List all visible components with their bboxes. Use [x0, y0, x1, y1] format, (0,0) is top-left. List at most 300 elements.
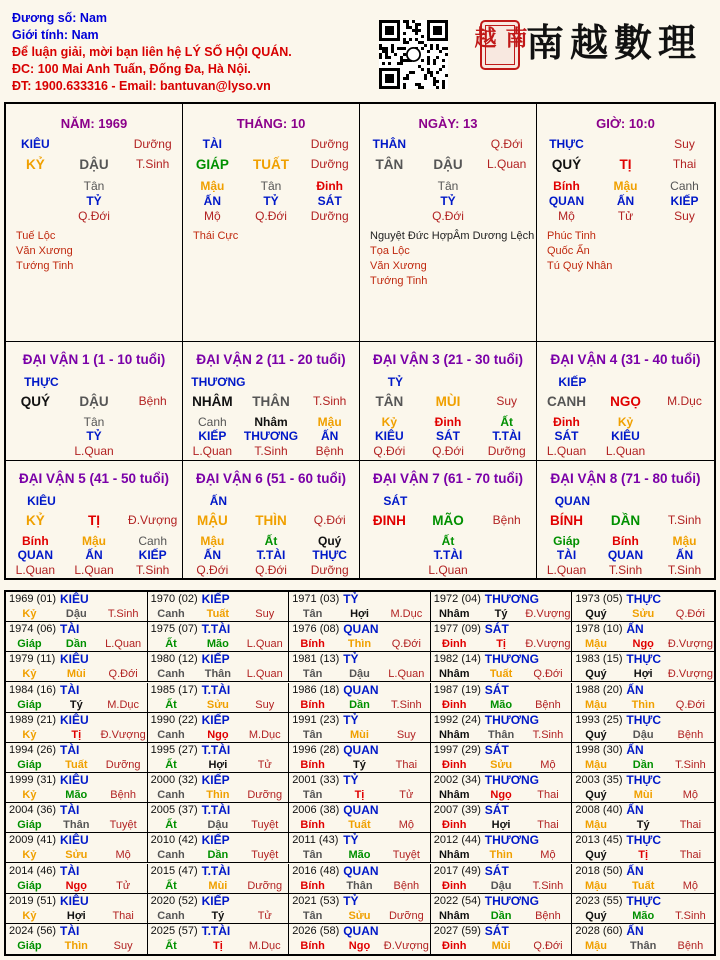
year-branch: Thìn: [347, 638, 372, 651]
year-stage: Bệnh: [393, 879, 420, 892]
year-branch: Tị: [354, 789, 365, 801]
year-god: KIÊU: [60, 592, 89, 606]
year-stage: Tử: [257, 909, 272, 922]
dai-van-title: ĐẠI VẬN 2 (11 - 20 tuổi): [196, 352, 346, 367]
year-branch: Mùi: [350, 728, 369, 741]
year-branch: Thìn: [631, 698, 655, 711]
heavenly-stem: TÂN: [375, 157, 404, 172]
dai-van-hgod: KIẾP: [138, 548, 167, 562]
year-god: TỶ: [343, 833, 359, 848]
pillar-hidden: [360, 179, 419, 193]
dai-van-rel: L.Quan: [546, 444, 587, 458]
year-label: 2027 (59): [433, 924, 481, 937]
year-branch: Tý: [636, 819, 650, 832]
dai-van-hidden: Đinh: [553, 415, 580, 429]
year-cell: [289, 683, 431, 713]
year-god: ẤN: [626, 682, 644, 697]
pillar-hidden: [123, 179, 182, 193]
dai-van-hidden: [123, 415, 182, 429]
dai-van-title: ĐẠI VẬN 8 (71 - 80 tuổi): [550, 471, 701, 486]
dai-van-hidden: Mậu: [672, 534, 697, 548]
dai-van-hgod: ẤN: [675, 548, 694, 562]
year-label: 2008 (40): [575, 804, 623, 817]
dai-van-hidden: [655, 415, 714, 429]
year-god: KIẾP: [201, 893, 230, 908]
pillar-god: THÂN: [372, 137, 406, 151]
year-branch: Thìn: [64, 939, 88, 952]
year-stage: T.Sinh: [391, 698, 422, 711]
dai-van-hgod: [6, 429, 65, 443]
dai-van-hgod: [123, 429, 182, 443]
year-stem: Mậu: [584, 879, 607, 892]
dai-van-hgod: THỰC: [312, 548, 347, 562]
year-branch: Ngọ: [632, 638, 654, 651]
dai-van-title: ĐẠI VẬN 3 (21 - 30 tuổi): [372, 352, 524, 367]
dai-van-3: [360, 342, 537, 461]
pillar-god: Dưỡng: [310, 137, 349, 151]
year-stem: Đinh: [442, 638, 467, 651]
year-god: THƯƠNG: [484, 712, 539, 727]
pillar-rel: Q.Đới: [432, 209, 464, 223]
dai-van-god: THƯƠNG: [191, 375, 246, 389]
dai-van-rel: L.Quan: [192, 444, 233, 458]
year-branch: Dần: [65, 638, 87, 651]
year-stem: Giáp: [17, 879, 42, 892]
year-label: 1998 (30): [575, 743, 623, 756]
year-label: 1983 (15): [575, 653, 623, 666]
dai-van-god: SÁT: [383, 494, 408, 508]
year-branch: Sửu: [632, 608, 655, 620]
year-branch: Ngọ: [65, 879, 87, 892]
life-stage: T.Sinh: [313, 394, 347, 408]
dai-van-hidden: Mậu: [200, 534, 225, 548]
year-label: 2002 (34): [433, 774, 481, 786]
pillar-hidden: Tân: [83, 179, 105, 193]
dai-van-hidden: Canh: [197, 415, 227, 429]
earthly-branch: THÌN: [255, 513, 287, 528]
year-stage: L.Quan: [246, 638, 283, 651]
dai-van-hgod: [655, 429, 714, 443]
year-stem: Kỷ: [22, 849, 37, 862]
year-stage: Suy: [255, 608, 275, 620]
year-branch: Mão: [632, 909, 655, 922]
year-branch: Tý: [211, 909, 225, 922]
heavenly-stem: QUÝ: [20, 394, 50, 409]
year-stem: Mậu: [584, 939, 607, 952]
year-stem: Quý: [585, 849, 607, 862]
year-stem: Quý: [585, 608, 607, 620]
year-stage: T.Sinh: [532, 879, 564, 892]
year-god: SÁT: [484, 682, 509, 697]
year-cell: [6, 622, 148, 652]
year-god: THỰC: [626, 833, 662, 848]
year-stage: Đ.Vượng: [667, 668, 713, 681]
life-stage: Bệnh: [138, 394, 167, 408]
gioi-tinh: Giới tính: Nam: [12, 28, 99, 42]
dai-van-hidden: Mậu: [317, 415, 342, 429]
dai-van-1: [6, 342, 183, 461]
pillar-god: TÀI: [202, 137, 222, 151]
year-stage: Tử: [116, 879, 131, 892]
year-stem: Nhâm: [438, 728, 470, 741]
pillar-god: [123, 194, 182, 208]
dai-van-god: ẤN: [209, 494, 228, 508]
year-stem: Ất: [165, 879, 177, 892]
year-stem: Bính: [300, 819, 325, 832]
year-stem: Giáp: [17, 758, 42, 771]
dai-van-rel: [123, 444, 182, 458]
heavenly-stem: CANH: [547, 394, 586, 409]
year-stem: Giáp: [17, 698, 42, 711]
year-cell: [572, 864, 714, 894]
dai-van-hgod: ẤN: [85, 548, 103, 562]
year-label: 2014 (46): [9, 864, 57, 877]
year-stage: Tuyệt: [251, 819, 279, 832]
year-cell: [431, 864, 573, 894]
year-label: 2005 (37): [150, 804, 198, 817]
earthly-branch: TỊ: [88, 513, 100, 528]
brand-logo: 南越數理: [526, 20, 703, 65]
year-god: SÁT: [484, 803, 509, 818]
year-stage: Dưỡng: [105, 758, 141, 771]
dai-van-hgod: KIÊU: [611, 429, 640, 443]
heavenly-stem: ĐINH: [372, 513, 406, 528]
year-stem: Quý: [585, 789, 607, 801]
year-stem: Tân: [302, 909, 323, 922]
year-branch: Dậu: [490, 879, 512, 892]
year-cell: [431, 894, 573, 924]
year-stem: Ất: [165, 698, 177, 711]
year-branch: Mùi: [208, 879, 228, 892]
year-branch: Tý: [69, 698, 83, 711]
year-label: 2028 (60): [575, 924, 623, 937]
year-stem: Kỷ: [22, 789, 37, 801]
year-stem: Nhâm: [438, 608, 470, 620]
year-label: 1971 (03): [292, 593, 340, 605]
year-cell: [431, 773, 573, 803]
year-stage: L.Quan: [105, 638, 142, 651]
year-branch: Dần: [490, 909, 512, 922]
year-label: 2007 (39): [433, 804, 481, 817]
year-god: KIÊU: [60, 652, 89, 667]
year-label: 2012 (44): [433, 834, 481, 847]
year-branch: Tý: [353, 758, 366, 771]
year-branch: Hợi: [350, 608, 369, 620]
dai-van-hidden: Ất: [500, 415, 514, 429]
life-stage: Đ.Vượng: [128, 513, 178, 527]
dai-van-hidden: [360, 534, 419, 548]
year-label: 1982 (14): [433, 653, 481, 666]
year-stage: Thai: [112, 909, 134, 922]
year-cell: [148, 803, 290, 833]
dai-van-rel: L.Quan: [15, 563, 56, 577]
dai-van-rel: T.Sinh: [667, 563, 702, 577]
year-label: 2023 (55): [575, 894, 623, 907]
dai-van-hgod: TÀI: [556, 548, 577, 562]
year-label: 2017 (49): [433, 864, 481, 877]
year-stem: Tân: [302, 728, 323, 741]
year-branch: Mão: [65, 789, 88, 801]
year-branch: Thân: [204, 668, 232, 681]
year-stem: Canh: [157, 909, 185, 922]
year-label: 2025 (57): [150, 924, 198, 937]
dai-van-hgod: QUAN: [607, 548, 644, 562]
year-branch: Tuất: [631, 879, 655, 892]
year-stem: Tân: [302, 789, 323, 801]
year-god: ẤN: [626, 742, 644, 757]
year-label: 2015 (47): [150, 864, 198, 877]
year-god: T.TÀI: [201, 682, 231, 697]
pillar-god: [596, 137, 655, 151]
dai-van-rel: [655, 444, 714, 458]
pillar-title: NGÀY: 13: [418, 116, 478, 131]
dai-van-hidden: Quý: [318, 534, 342, 548]
year-god: T.TÀI: [201, 803, 231, 818]
dai-van-4: [537, 342, 714, 461]
year-god: TỶ: [343, 893, 359, 908]
dai-van-hidden: Giáp: [553, 534, 580, 548]
year-stem: Nhâm: [438, 909, 470, 922]
year-god: KIÊU: [60, 773, 89, 787]
year-branch: Mão: [348, 849, 371, 862]
dai-van-rel: T.Sinh: [254, 444, 288, 458]
year-stage: M.Dục: [390, 608, 423, 620]
year-branch: Tý: [494, 608, 508, 620]
dai-van-rel: Q.Đới: [255, 563, 287, 577]
year-stem: Đinh: [442, 939, 467, 952]
year-branch: Ngọ: [348, 939, 371, 952]
dai-van-title: ĐẠI VẬN 1 (1 - 10 tuổi): [22, 352, 166, 367]
life-stage: T.Sinh: [136, 157, 170, 171]
year-stage: Đ.Vượng: [100, 728, 146, 741]
year-cell: [431, 622, 573, 652]
year-cell: [6, 803, 148, 833]
year-stage: Bệnh: [677, 939, 704, 952]
year-stage: Mộ: [682, 879, 699, 892]
dai-van-rel: T.Sinh: [136, 563, 170, 577]
year-label: 1975 (07): [150, 623, 198, 636]
qr-code-icon[interactable]: [379, 20, 448, 89]
earthly-branch: MÃO: [432, 513, 464, 528]
year-stem: Giáp: [17, 638, 42, 651]
year-stage: L.Quan: [246, 668, 283, 681]
year-god: TÀI: [60, 923, 80, 938]
year-stem: Nhâm: [438, 849, 470, 862]
year-cell: [148, 713, 290, 743]
year-branch: Hợi: [633, 668, 653, 681]
dai-van-rel: L.Quan: [74, 444, 114, 458]
year-god: KIÊU: [60, 833, 89, 848]
year-branch: Mùi: [66, 668, 86, 681]
year-stage: Mộ: [682, 789, 699, 801]
dai-van-hgod: SÁT: [554, 429, 579, 443]
year-cell: [572, 773, 714, 803]
year-stem: Quý: [585, 668, 607, 681]
dai-van-hidden: Bính: [612, 534, 639, 548]
year-stage: Dưỡng: [247, 789, 283, 801]
pillar-god: [360, 194, 419, 208]
seal-icon: 南越: [480, 20, 520, 70]
year-stage: Mộ: [115, 849, 131, 862]
dai-van-god: THỰC: [24, 375, 59, 389]
star-note: Thái Cực: [193, 230, 239, 242]
pillar-god: THỰC: [549, 137, 584, 151]
year-branch: Thân: [630, 939, 657, 952]
year-label: 1985 (17): [150, 683, 198, 696]
pillar-god: [6, 194, 65, 208]
year-cell: [431, 803, 573, 833]
dai-van-rel: Dưỡng: [310, 563, 349, 577]
pillar-god: TỶ: [86, 194, 102, 208]
year-stem: Kỷ: [22, 668, 37, 681]
pillar-rel: Tử: [617, 209, 634, 223]
year-god: TỶ: [343, 773, 359, 787]
dai-van-rel: [477, 563, 536, 577]
heavenly-stem: BÍNH: [550, 513, 583, 528]
pillar-rel: [477, 209, 536, 223]
year-label: 2001 (33): [292, 774, 340, 786]
year-stage: T.Sinh: [675, 758, 706, 771]
star-note: Phúc Tinh: [547, 230, 596, 242]
dai-van-rel: [360, 563, 419, 577]
dai-van-rel: Bệnh: [315, 444, 344, 458]
dai-van-5: [6, 461, 183, 580]
star-note: Văn Xương: [16, 245, 73, 257]
star-note: Tướng Tinh: [370, 275, 428, 287]
life-stage: Dưỡng: [310, 157, 349, 171]
year-stage: Q.Đới: [108, 668, 138, 681]
year-cell: [572, 622, 714, 652]
year-stem: Tân: [302, 608, 323, 620]
year-label: 1992 (24): [433, 713, 481, 726]
dai-van-hidden: [6, 415, 65, 429]
dai-van-rel: L.Quan: [74, 563, 114, 577]
heavenly-stem: KỶ: [25, 157, 45, 172]
pillar-3: [360, 104, 537, 342]
pillar-hidden: Tân: [260, 179, 282, 193]
pillar-rel: Suy: [674, 209, 695, 223]
year-stage: Q.Đới: [533, 939, 563, 952]
year-cell: [289, 652, 431, 682]
year-god: T.TÀI: [201, 742, 231, 757]
pillar-hidden: Canh: [670, 179, 699, 193]
year-stem: Bính: [300, 939, 325, 952]
year-god: THƯƠNG: [484, 592, 539, 606]
year-cell: [148, 833, 290, 863]
year-branch: Sửu: [490, 758, 513, 771]
year-stage: Suy: [113, 939, 133, 952]
year-branch: Tị: [638, 849, 649, 862]
pillar-rel: Mộ: [204, 209, 221, 223]
year-stage: T.Sinh: [107, 608, 139, 620]
year-god: THỰC: [626, 893, 662, 908]
year-cell: [148, 864, 290, 894]
year-stage: Dưỡng: [388, 909, 424, 922]
year-god: KIẾP: [201, 773, 230, 787]
year-god: TỶ: [343, 592, 359, 606]
year-stem: Bính: [300, 758, 325, 771]
year-god: QUAN: [343, 923, 379, 938]
year-stage: Bệnh: [535, 909, 561, 922]
life-stage: Suy: [496, 394, 518, 408]
year-branch: Dần: [349, 698, 370, 711]
year-label: 1970 (02): [150, 593, 198, 605]
year-branch: Thân: [487, 728, 515, 741]
year-branch: Ngọ: [207, 728, 229, 741]
year-cell: [148, 924, 290, 954]
year-god: THƯƠNG: [484, 773, 539, 787]
year-branch: Ngọ: [490, 789, 512, 801]
dai-van-hidden: Kỷ: [617, 415, 634, 429]
star-note: Nguyệt Đức HợpÂm Dương Lệch: [370, 230, 535, 242]
year-branch: Tuất: [489, 668, 513, 681]
dai-van-hgod: TỶ: [86, 429, 102, 443]
pillar-hidden: Đinh: [316, 179, 344, 193]
dai-van-hgod: [477, 548, 536, 562]
dai-van-hidden: Ất: [441, 534, 455, 548]
year-branch: Sửu: [65, 849, 88, 862]
year-stage: Mộ: [398, 819, 414, 832]
year-label: 1995 (27): [150, 743, 198, 756]
pillar-1: [6, 104, 183, 342]
year-stem: Canh: [157, 849, 185, 862]
year-god: KIẾP: [201, 833, 230, 848]
year-stem: Canh: [157, 608, 185, 620]
pillar-rel: Dưỡng: [310, 209, 349, 223]
year-branch: Mùi: [491, 939, 511, 952]
star-note: Quốc Ấn: [547, 245, 590, 257]
year-label: 1990 (22): [150, 713, 198, 726]
dai-van-title: ĐẠI VẬN 5 (41 - 50 tuổi): [18, 471, 170, 486]
year-cell: [431, 743, 573, 773]
earthly-branch: NGỌ: [610, 394, 641, 409]
dai-van-god: QUAN: [554, 494, 591, 508]
year-cell: [572, 713, 714, 743]
year-label: 2000 (32): [150, 774, 198, 786]
pillar-god: Dưỡng: [133, 137, 172, 151]
pillar-god: ẤN: [616, 194, 635, 208]
year-cell: [6, 743, 148, 773]
year-stem: Bính: [300, 698, 325, 711]
year-branch: Thìn: [206, 789, 230, 801]
life-stage: T.Sinh: [667, 513, 702, 527]
dai-van-hidden: Bính: [22, 534, 49, 548]
year-label: 1988 (20): [575, 683, 623, 696]
dai-van-rel: L.Quan: [605, 444, 646, 458]
heavenly-stem: NHÂM: [192, 394, 233, 409]
year-stem: Kỷ: [22, 909, 37, 922]
pillar-rel: Mộ: [558, 209, 575, 223]
year-cell: [289, 773, 431, 803]
year-stage: Thai: [679, 819, 702, 832]
year-cell: [148, 773, 290, 803]
year-stem: Quý: [585, 728, 607, 741]
year-god: KIẾP: [201, 712, 230, 727]
year-stage: Bệnh: [535, 698, 561, 711]
header-info: [12, 10, 292, 95]
year-stage: Tuyệt: [392, 849, 420, 862]
year-cell: [6, 652, 148, 682]
year-stage: Bệnh: [677, 728, 704, 741]
year-stem: Kỷ: [22, 608, 37, 620]
year-stage: T.Sinh: [675, 909, 706, 922]
pillar-god: TỶ: [263, 194, 279, 208]
dai-van-hgod: [360, 548, 419, 562]
year-god: QUAN: [343, 622, 379, 637]
year-branch: Mùi: [633, 789, 653, 801]
year-stage: Q.Đới: [675, 608, 705, 620]
earthly-branch: DẬU: [79, 157, 109, 172]
